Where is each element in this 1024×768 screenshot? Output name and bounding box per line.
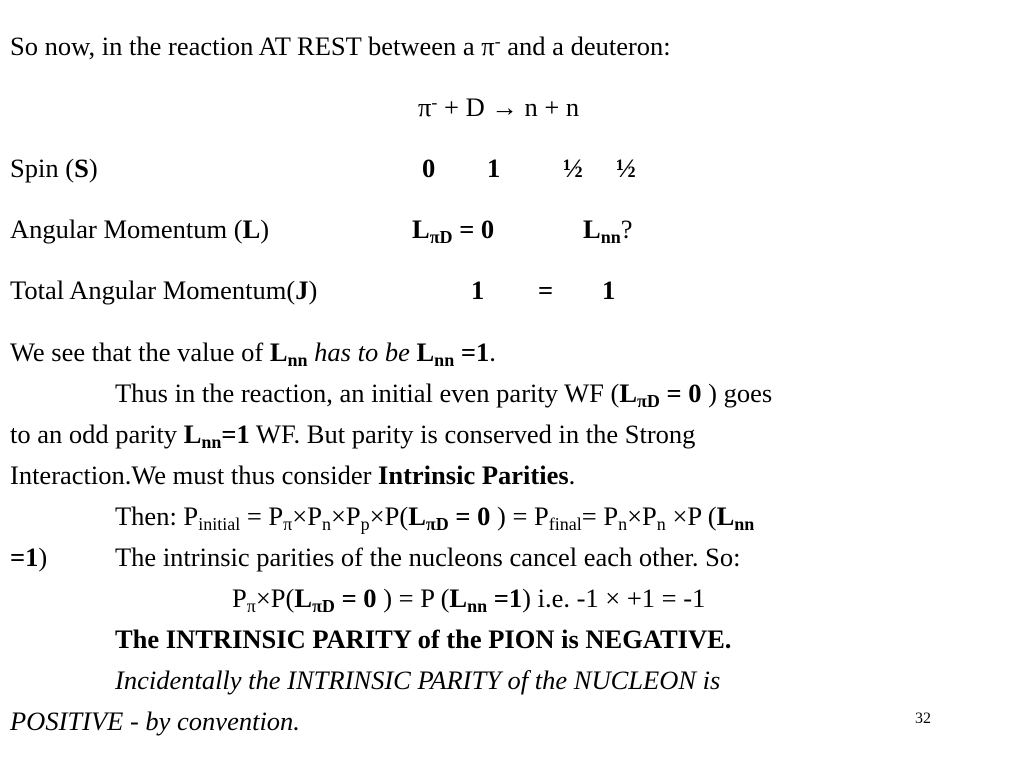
j-equals: = [538, 275, 554, 305]
parity-paragraph-line-3: Interaction.We must thus consider Intrinsic Parities. [10, 460, 576, 490]
l-pi-d-value: $L_{\pi D} = 0$ [412, 214, 495, 248]
nucleon-parity-note-line-1: Incidentally the INTRINSIC PARITY of the NUCLEON is [115, 665, 721, 695]
pion-parity-formula: $P_\pi\times P(L_{\pi D} = 0$ ) = P $(L_{nn} =1)$ i.e. -1 × +1 = -1 [232, 583, 706, 617]
spin-value-neutron-2: ½ [616, 153, 636, 183]
total-angular-momentum-row [10, 277, 1010, 311]
pi-symbol: π [481, 31, 495, 61]
parity-continuation-line: =1) The intrinsic parities of the nucleons cancel each other. So: [10, 542, 741, 572]
spin-row [10, 155, 1010, 189]
j-final-value: 1 [602, 275, 616, 305]
total-angular-momentum-label: Total Angular Momentum(J) [10, 275, 318, 305]
j-initial-value: 1 [471, 275, 485, 305]
spin-value-pion: 0 [422, 153, 436, 183]
spin-label: Spin (S) [10, 153, 98, 183]
conclusion-line: We see that the value of $L_{nn}$ has to be $L_{nn} =1$. [10, 337, 496, 371]
reaction-equation: π- + D → n + n [418, 91, 580, 122]
spin-value-neutron-1: ½ [563, 153, 583, 183]
parity-equation-line: Then: $P_{initial} = P_\pi\times P_n\times P_p\times P(L_{\pi D} = 0$ ) = $P_{final}= P_n\times P_n \times P$ ($L_{nn}$ [115, 501, 755, 535]
angular-momentum-row [10, 216, 1010, 250]
intro-line: So now, in the reaction AT REST between a π- and a deuteron: [10, 30, 671, 61]
angular-momentum-label: Angular Momentum (L) [10, 214, 270, 244]
spin-value-deuteron: 1 [487, 153, 501, 183]
parity-paragraph-line-1: Thus in the reaction, an initial even parity WF ($L_{\pi D} = 0$ ) goes [115, 378, 773, 412]
nucleon-parity-note-line-2: POSITIVE - by convention. [10, 706, 300, 736]
parity-paragraph-line-2: to an odd parity $L_{nn}=1$ WF. But parity is conserved in the Strong [10, 419, 696, 453]
page-number: 32 [915, 710, 931, 727]
l-nn-question: $L_{nn}$? [583, 214, 633, 248]
pion-parity-statement: The INTRINSIC PARITY of the PION is NEGATIVE. [115, 624, 732, 654]
